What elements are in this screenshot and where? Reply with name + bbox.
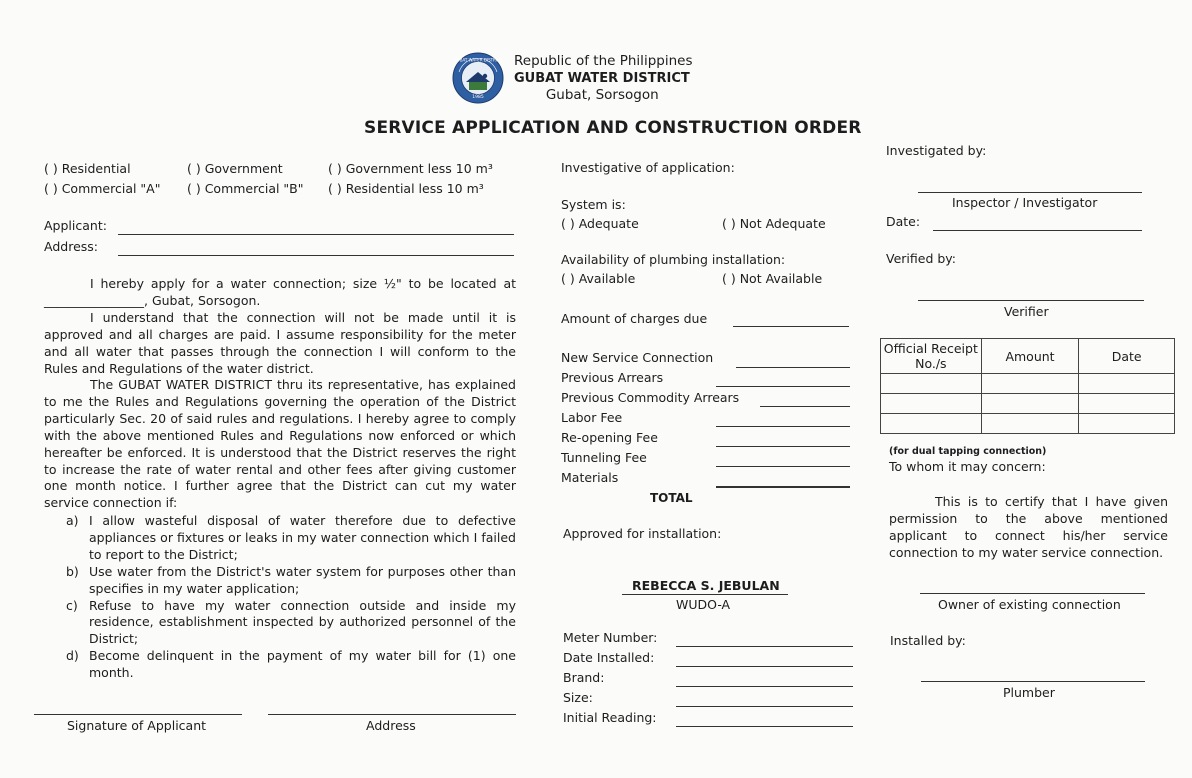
charge-tunneling-fee-label: Tunneling Fee	[561, 450, 647, 465]
inspector-label: Inspector / Investigator	[952, 195, 1098, 210]
table-row	[881, 394, 1175, 414]
list-item-text: Use water from the District's water system for purposes other than specifies in my water application;	[89, 563, 516, 596]
date-label: Date:	[886, 214, 921, 229]
responsibility-paragraph: I understand that the connection will not be made until it is approved and all charges are paid. I assume responsibility for the meter and all water that passes through the connection I will conform to the Rules and Regulations of the water district.	[44, 310, 516, 376]
size-label: Size:	[563, 690, 593, 705]
list-marker: b)	[66, 563, 79, 579]
svg-text:1985: 1985	[472, 95, 484, 100]
system-label: System is:	[561, 197, 626, 212]
district-location: Gubat, Sorsogon	[545, 87, 659, 103]
option-not-adequate[interactable]: ( ) Not Adequate	[722, 216, 826, 231]
option-available[interactable]: ( ) Available	[561, 271, 636, 286]
table-row	[881, 374, 1175, 394]
charge-new-service-field[interactable]	[736, 367, 850, 368]
total-label: TOTAL	[650, 491, 693, 505]
application-paragraph: I hereby apply for a water connection; size ½" to be located at ________________, Gubat, Sorsogon.	[44, 276, 516, 308]
certification-text	[889, 493, 1168, 561]
receipt-table	[880, 338, 1175, 434]
applicant-field[interactable]	[118, 234, 514, 235]
applicant-address-label: Address	[366, 718, 416, 733]
verifier-label: Verifier	[1004, 304, 1049, 319]
rules-paragraph: The GUBAT WATER DISTRICT thru its representative, has explained to me the Rules and Regulations governing the operation of the District particularly Sec. 20 of said rules and regulations. I hereby agree to comply with the above mentioned Rules and Regulations now enforced or which hereafter be enforced. It is understood that the District reserves the right to increase the rate of water rental and other fees after giving customer one month notice. I further agree that the District can cut my water service connection if:	[44, 377, 516, 511]
option-commercial-a[interactable]: ( ) Commercial "A"	[44, 181, 161, 196]
district-name: GUBAT WATER DISTRICT	[514, 71, 690, 86]
form-title: SERVICE APPLICATION AND CONSTRUCTION ORDER	[364, 118, 862, 138]
charge-materials-field[interactable]	[716, 486, 850, 488]
list-marker: a)	[66, 513, 79, 528]
option-not-available[interactable]: ( ) Not Available	[722, 271, 823, 286]
inspection-date-field[interactable]	[933, 230, 1142, 231]
applicant-signature-line[interactable]	[34, 714, 242, 715]
approved-label: Approved for installation:	[563, 526, 722, 541]
installed-by-label: Installed by:	[890, 633, 966, 648]
meter-number-label: Meter Number:	[563, 630, 658, 645]
applicant-label: Applicant:	[44, 218, 107, 233]
charge-new-service-label: New Service Connection	[561, 350, 714, 365]
republic-text: Republic of the Philippines	[514, 53, 693, 69]
date-installed-label: Date Installed:	[563, 650, 655, 665]
meter-number-field[interactable]	[676, 646, 853, 647]
column-header: Amount	[981, 339, 1079, 374]
table-cell[interactable]	[1079, 414, 1175, 434]
applicant-signature-label: Signature of Applicant	[67, 718, 207, 733]
applicant-address-line[interactable]	[268, 714, 516, 715]
owner-signature-line[interactable]	[920, 593, 1145, 594]
charge-previous-arrears-label: Previous Arrears	[561, 370, 664, 385]
charges-due-label: Amount of charges due	[561, 311, 708, 326]
table-cell[interactable]	[1079, 394, 1175, 414]
list-item-text: I allow wasteful disposal of water therefore due to defective appliances or fixtures or leaks in my water connection which I failed to report to the District;	[89, 513, 516, 562]
charge-reopening-fee-label: Re-opening Fee	[561, 430, 658, 445]
district-seal-logo	[452, 52, 504, 104]
initial-reading-label: Initial Reading:	[563, 710, 657, 725]
option-government-less-10[interactable]: ( ) Government less 10 m³	[328, 161, 493, 176]
charge-labor-fee-field[interactable]	[716, 426, 850, 427]
table-cell[interactable]	[981, 414, 1079, 434]
approver-signature-line	[622, 594, 788, 595]
address-label: Address:	[44, 239, 98, 254]
option-commercial-b[interactable]: ( ) Commercial "B"	[187, 181, 304, 196]
option-residential-less-10[interactable]: ( ) Residential less 10 m³	[328, 181, 484, 196]
plumber-label: Plumber	[1003, 685, 1055, 700]
list-item	[44, 564, 516, 598]
size-field[interactable]	[676, 706, 853, 707]
table-cell[interactable]	[881, 394, 982, 414]
table-cell[interactable]	[881, 374, 982, 394]
list-item-text: Become delinquent in the payment of my water bill for (1) one month.	[89, 648, 516, 681]
table-cell[interactable]	[981, 374, 1079, 394]
charge-labor-fee-label: Labor Fee	[561, 410, 623, 425]
option-adequate[interactable]: ( ) Adequate	[561, 216, 639, 231]
option-government[interactable]: ( ) Government	[187, 161, 283, 176]
charge-materials-label: Materials	[561, 470, 619, 485]
certification-paragraph: This is to certify that I have given permission to the above mentioned applicant to connect his/her service connection to my water service connection.	[889, 494, 1168, 560]
plumbing-label: Availability of plumbing installation:	[561, 252, 786, 267]
approver-position: WUDO-A	[676, 597, 731, 612]
table-cell[interactable]	[881, 414, 982, 434]
option-residential[interactable]: ( ) Residential	[44, 161, 131, 176]
brand-label: Brand:	[563, 670, 605, 685]
charge-commodity-arrears-field[interactable]	[760, 406, 850, 407]
address-field[interactable]	[118, 255, 514, 256]
charge-reopening-fee-field[interactable]	[716, 446, 850, 447]
inspector-signature-line[interactable]	[918, 192, 1142, 193]
table-row	[881, 414, 1175, 434]
table-cell[interactable]	[981, 394, 1079, 414]
list-marker: c)	[66, 597, 78, 613]
dual-tapping-note: (for dual tapping connection)	[889, 446, 1047, 457]
owner-label: Owner of existing connection	[938, 597, 1121, 612]
brand-field[interactable]	[676, 686, 853, 687]
investigated-by-label: Investigated by:	[886, 143, 987, 158]
charges-due-field[interactable]	[733, 326, 849, 327]
plumber-signature-line[interactable]	[921, 681, 1145, 682]
approver-name: REBECCA S. JEBULAN	[632, 578, 780, 593]
table-cell[interactable]	[1079, 374, 1175, 394]
list-item	[44, 513, 516, 564]
list-item-text: Refuse to have my water connection outside and inside my residence, establishment inspected by authorized personnel of the District;	[89, 597, 516, 647]
charge-tunneling-fee-field[interactable]	[716, 466, 850, 467]
table-header-row	[881, 339, 1175, 374]
to-whom-label: To whom it may concern:	[889, 459, 1046, 474]
column-header: Official Receipt No./s	[881, 339, 982, 374]
verified-by-label: Verified by:	[886, 251, 956, 266]
investigation-title: Investigative of application:	[561, 160, 735, 175]
letterhead	[514, 53, 692, 104]
list-item	[44, 598, 516, 649]
svg-text:GUBAT WATER DISTRICT: GUBAT WATER DISTRICT	[453, 57, 503, 63]
charge-commodity-arrears-label: Previous Commodity Arrears	[561, 390, 740, 405]
list-marker: d)	[66, 648, 79, 664]
charge-previous-arrears-field[interactable]	[716, 386, 850, 387]
list-item	[44, 648, 516, 682]
date-installed-field[interactable]	[676, 666, 853, 667]
verifier-signature-line[interactable]	[918, 300, 1144, 301]
column-header: Date	[1079, 339, 1175, 374]
initial-reading-field[interactable]	[676, 726, 853, 727]
disconnection-conditions-list	[44, 513, 516, 682]
